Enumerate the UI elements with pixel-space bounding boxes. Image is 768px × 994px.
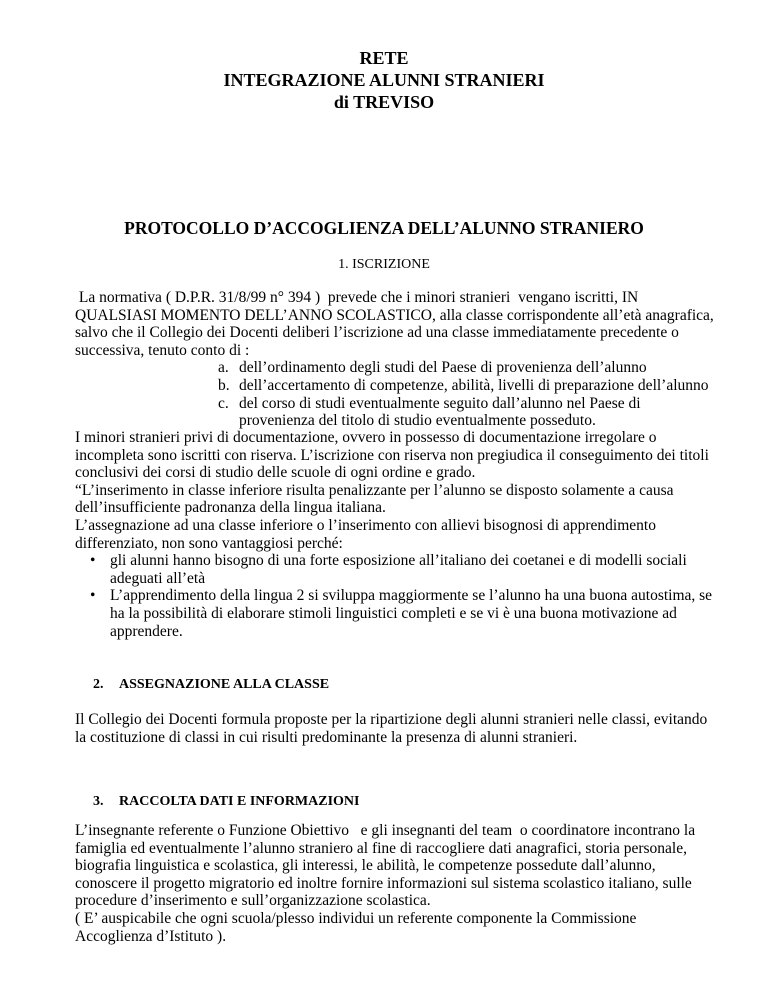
section-3-note: ( E’ auspicabile che ogni scuola/plesso individui un referente componente la Commissione Accoglienza d’Istituto ). <box>75 909 637 945</box>
header-line-3: di TREVISO <box>333 92 435 112</box>
paragraph-assegnazione: L’assegnazione ad una classe inferiore o l’inserimento con allievi bisognosi di apprendimento differenziato, non sono vantaggiosi perché: <box>75 516 656 552</box>
paragraph-riserva: I minori stranieri privi di documentazione, ovvero in possesso di documentazione irregolare o incompleta sono iscritti con riserva. L’iscrizione con riserva non pregiudica il conseguimento dei titoli conclusivi dei corsi di studio delle scuole di ogni ordine e grado. <box>75 429 709 482</box>
section-1-heading: 1. ISCRIZIONE <box>338 257 430 272</box>
network-header <box>0 47 768 113</box>
section-1-body <box>75 289 718 430</box>
reason-item: • gli alunni hanno bisogno di una forte esposizione all’italiano dei coetanei e di modelli sociali adeguati all’età <box>90 552 687 587</box>
section-2-heading: 2. ASSEGNAZIONE ALLA CLASSE <box>93 677 330 692</box>
criteria-list <box>75 359 715 429</box>
reason-item: • L’apprendimento della lingua 2 si sviluppa maggiormente se l’alunno ha una buona autostima, se ha la possibilità di elaborare stimoli linguistici completi e se vi è una buona motivazione ad apprendere. <box>90 587 713 640</box>
criteria-item-c: c. del corso di studi eventualmente seguito dall’alunno nel Paese di provenienza del titolo di studio eventualmente posseduto. <box>218 394 641 430</box>
section-2-body <box>75 711 715 746</box>
reasons-list <box>75 552 715 640</box>
section-2-text: Il Collegio dei Docenti formula proposte per la ripartizione degli alunni stranieri nelle classi, evitando la costituzione di classi in cui risulti predominante la presenza di alunni stranieri. <box>75 711 708 746</box>
header-line-1: RETE <box>359 48 409 68</box>
criteria-item-b: b. dell’accertamento di competenze, abilità, livelli di preparazione dell’alunno <box>218 376 709 394</box>
section-3-heading: 3. RACCOLTA DATI E INFORMAZIONI <box>93 794 360 809</box>
section-3-text: L’insegnante referente o Funzione Obiettivo e gli insegnanti del team o coordinatore incontrano la famiglia ed eventualmente l’alunno straniero al fine di raccogliere dati anagrafici, storia personale, biografia linguistica e scolastica, gli interessi, le abilità, le competenze possedute dall’alunno, conoscere il progetto migratorio ed inoltre fornire informazioni sul sistema scolastico italiano, sulle procedure d’inserimento e sull’organizzazione scolastica. <box>75 822 699 910</box>
section-3-body <box>75 822 715 945</box>
section-1-body-2 <box>75 429 715 640</box>
document-title: PROTOCOLLO D’ACCOGLIENZA DELL’ALUNNO STRANIERO <box>124 218 644 238</box>
criteria-item-a: a. dell’ordinamento degli studi del Paese di provenienza dell’alunno <box>218 359 647 377</box>
section-1-intro: La normativa ( D.P.R. 31/8/99 n° 394 ) prevede che i minori stranieri vengano iscritti, IN QUALSIASI MOMENTO DELL’ANNO SCOLASTICO, alla classe corrispondente all’età anagrafica, salvo che il Collegio dei Docenti deliberi l’iscrizione ad una classe immediatamente precedente o successiva, tenuto conto di : <box>75 289 718 359</box>
paragraph-quote: “L’inserimento in classe inferiore risulta penalizzante per l’alunno se disposto solamente a causa dell’insufficiente padronanza della lingua italiana. <box>75 481 674 517</box>
header-line-2: INTEGRAZIONE ALUNNI STRANIERI <box>223 70 545 90</box>
